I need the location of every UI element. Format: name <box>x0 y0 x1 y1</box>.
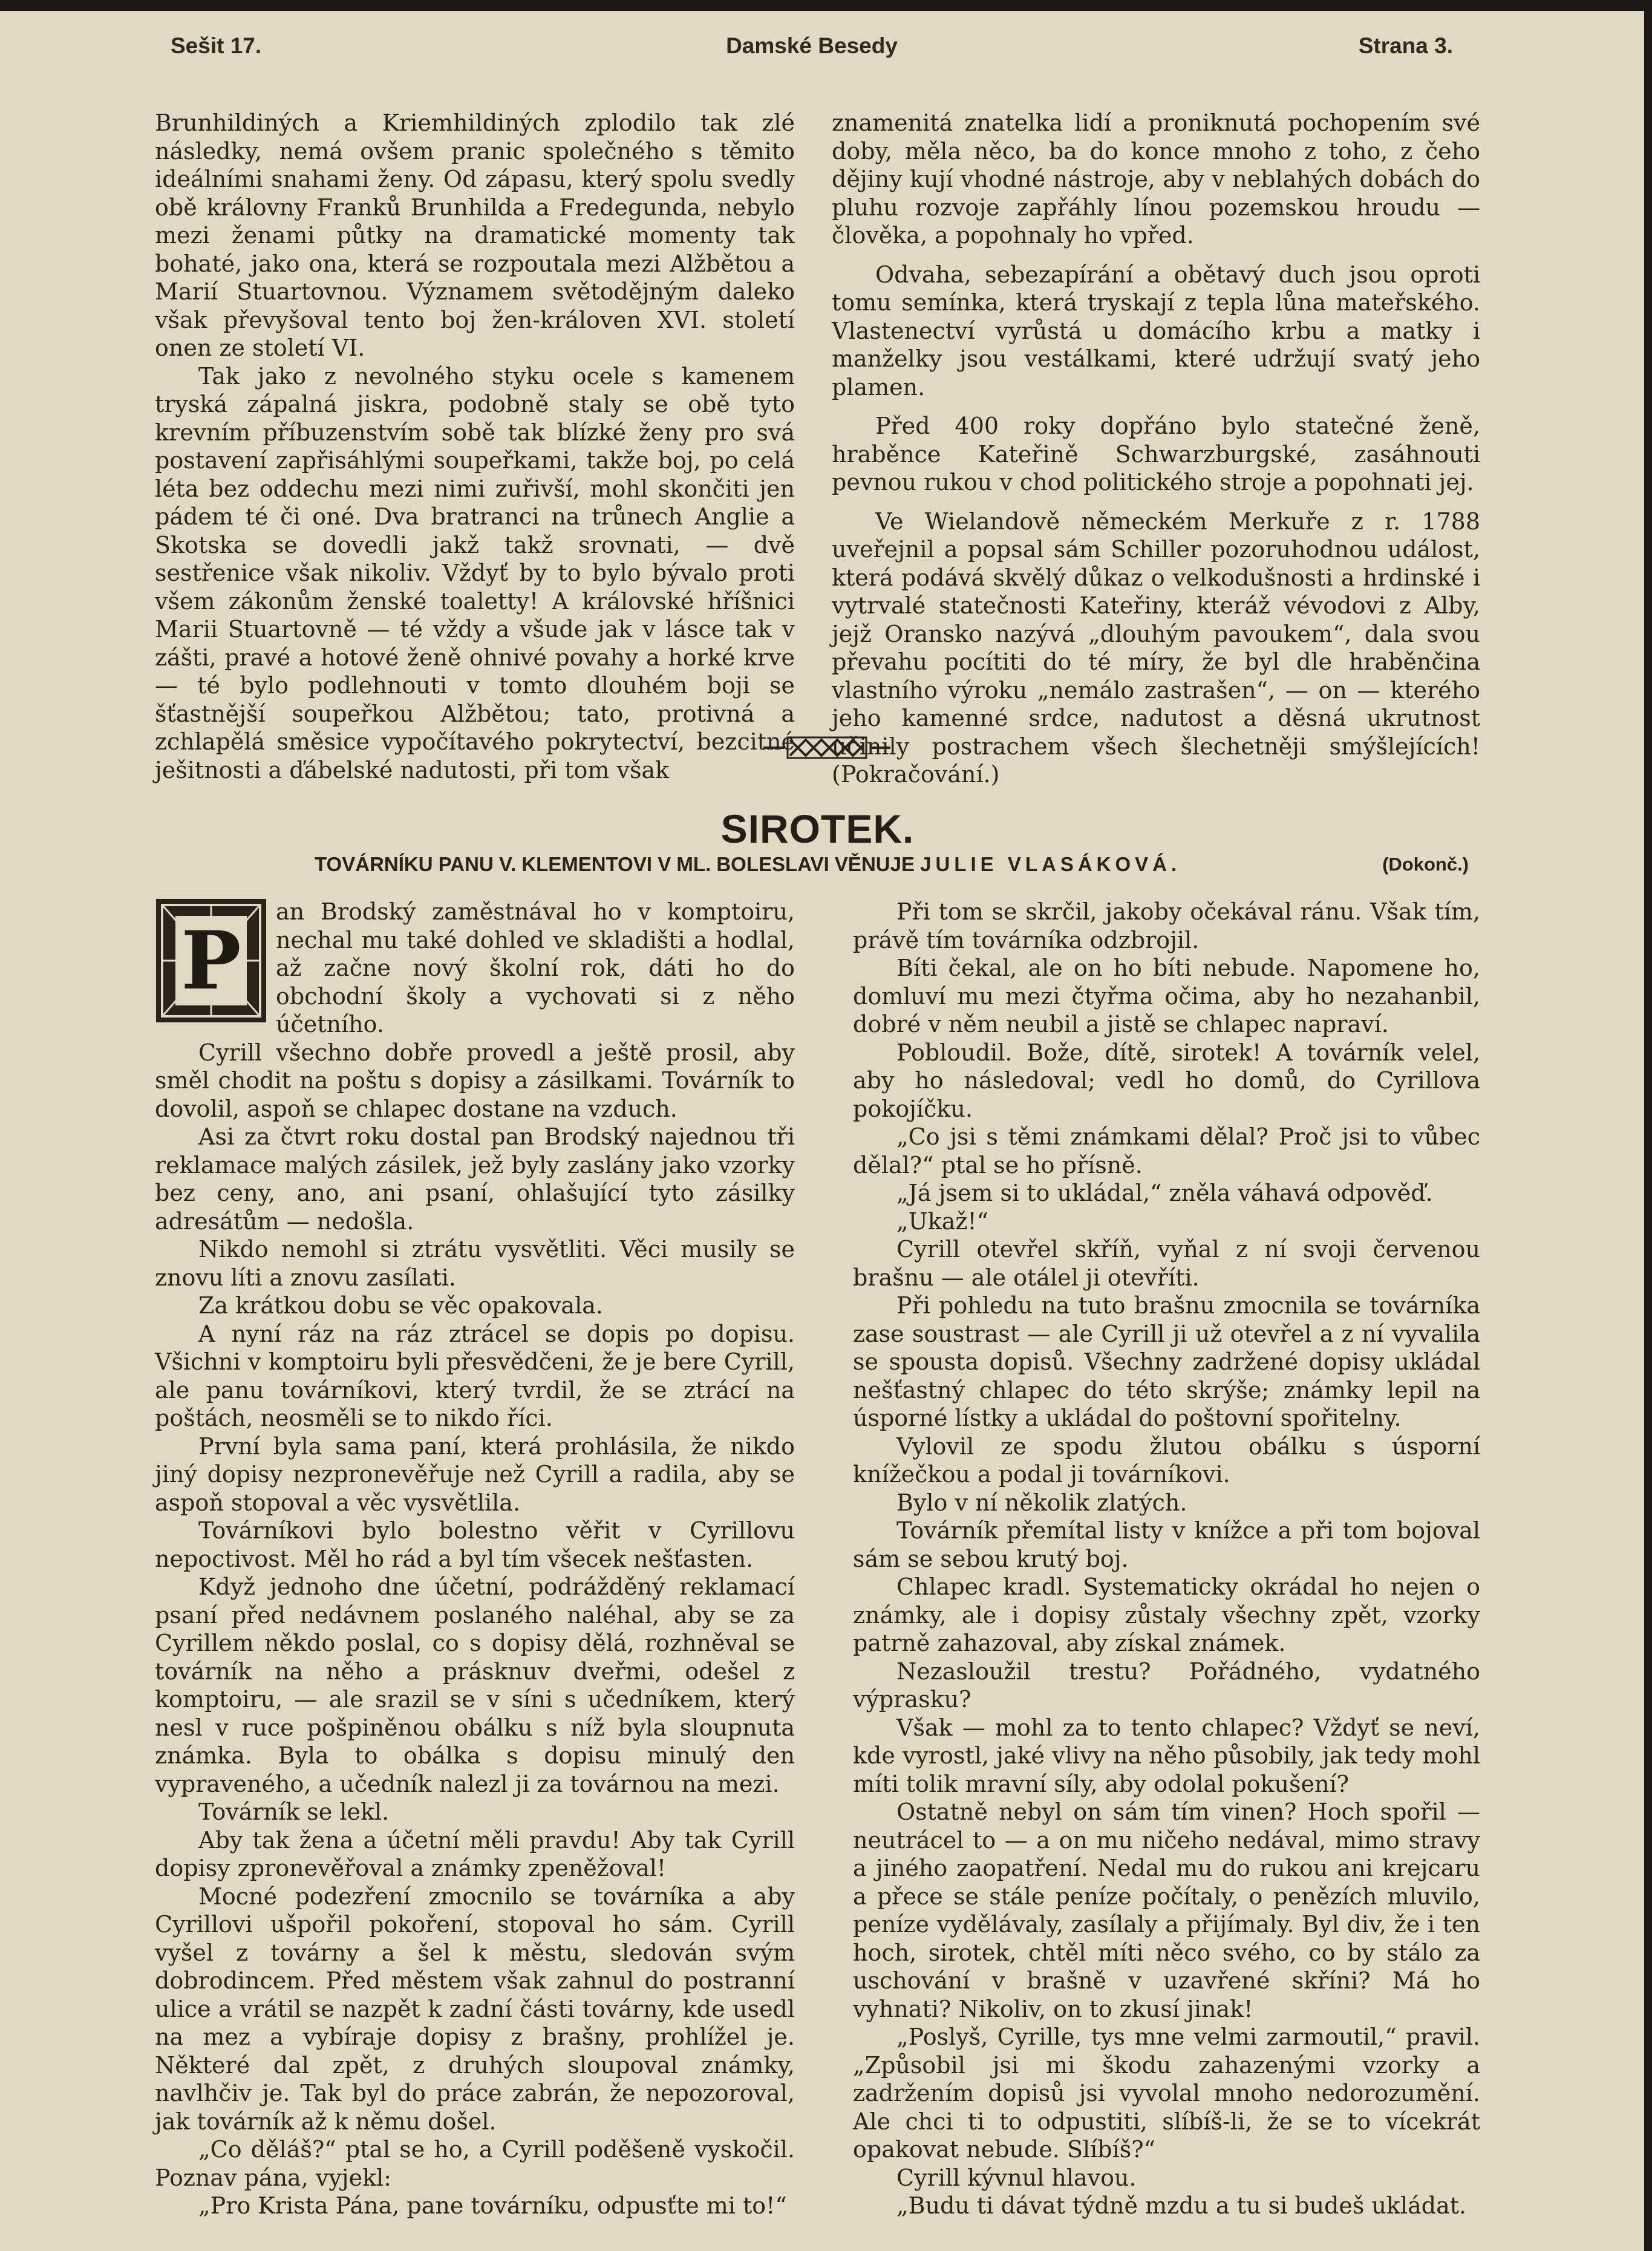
paragraph: Nikdo nemohl si ztrátu vysvětliti. Věci musily se znovu líti a znovu zasílati. <box>155 1236 795 1291</box>
paragraph: Cyrill otevřel skříň, vyňal z ní svoji červenou brašnu — ale otálel ji otevříti. <box>853 1236 1480 1291</box>
paragraph: Továrníkovi bylo bolestno věřit v Cyrillovu nepoctivost. Měl ho rád a byl tím všecek nešťasten. <box>155 1517 795 1572</box>
paragraph: Bylo v ní několik zlatých. <box>896 1489 1187 1516</box>
author-name: JULIE VLASÁKOVÁ. <box>920 853 1181 875</box>
drop-cap-letter: P <box>175 916 247 1005</box>
paragraph: Cyrill kývnul hlavou. <box>896 2164 1137 2191</box>
paragraph: „Poslyš, Cyrille, tys mne velmi zarmoutil,“ pravil. „Způsobil jsi mi škodu zahazenými vzorky a zadržením dopisů jsi vyvolal mnoho nedorozumění. Ale chci ti to odpustiti, slíbíš-li, že se to vícekrát opakovat nebude. Slíbíš?“ <box>853 2024 1480 2163</box>
paragraph: znamenitá znatelka lidí a proniknutá pochopením své doby, měla něco, ba do konce mnoho z toho, z čeho dějiny kují vhodné nástroje, aby v neblahých dobách do pluhu rozvoje zapřáhly línou pozemskou hroudu — člověka, a popohnaly ho vpřed. <box>832 109 1480 249</box>
paragraph: „Co jsi s těmi známkami dělal? Proč jsi to vůbec dělal?“ ptal se ho přísně. <box>853 1123 1480 1178</box>
paragraph: Při pohledu na tuto brašnu zmocnila se továrníka zase soustrast — ale Cyrill ji už otevřel a z ní vyvalila se spousta dopisů. Všechny zadržené dopisy ukládal nešťastný chlapec do této skrýše; známky lepil na úsporné lístky a ukládal do poštovní spořitelny. <box>853 1292 1480 1431</box>
paragraph: Cyrill všechno dobře provedl a ještě prosil, aby směl chodit na poštu s dopisy a zásilkami. Továrník to dovolil, aspoň se chlapec dostane na vzduch. <box>155 1039 795 1122</box>
running-header <box>171 33 1453 70</box>
paragraph: Tak jako z nevolného styku ocele s kamenem tryská zápalná jiskra, podobně staly se obě tyto krevním příbuzenstvím sobě tak blízké ženy pro svá postavení zapřisáhlými soupeřkami, takže boj, po celá léta bez oddechu mezi nimi zuřivší, mohl skončiti jen pádem té či oné. Dva bratranci na trůnech Anglie a Skotska se dovedli jakž takž srovnati, — dvě sestřenice však nikoliv. Vždyť by to bylo bývalo proti všem zákonům ženské toaletty! A královské hříšnici Marii Stuartovně — té vždy a všude jak v lásce tak v zášti, pravé a hotové ženě ohnivé povahy a horké krve — té bylo podlehnouti v tomto dlouhém boji se šťastnější soupeřkou Alžbětou; tato, protivná a zchlapělá směsice vypočítavého pokrytectví, bezcitné ješitnosti a ďábelské nadutosti, při tom však <box>155 362 795 783</box>
paragraph: Aby tak žena a účetní měli pravdu! Aby tak Cyrill dopisy zpronevěřoval a známky zpeněžoval! <box>155 1826 795 1881</box>
paragraph: Nezasloužil trestu? Pořádného, vydatného výprasku? <box>853 1658 1480 1713</box>
story-dedication <box>315 853 1181 876</box>
continuation-note: (Dokonč.) <box>1382 854 1469 875</box>
drop-cap-initial <box>155 898 267 1024</box>
paragraph: Asi za čtvrt roku dostal pan Brodský najednou tři reklamace malých zásilek, jež byly zaslány jako vzorky bez ceny, ano, ani psaní, ohlašující tyto zásilky adresátům — nedošla. <box>155 1123 795 1235</box>
paragraph: „Co děláš?“ ptal se ho, a Cyrill poděšeně vyskočil. Poznav pána, vyjekl: <box>155 2136 795 2191</box>
paragraph: Před 400 roky dopřáno bylo statečné ženě, hraběnce Kateřině Schwarzburgské, zasáhnouti pevnou rukou v chod politického stroje a popohnati jej. <box>832 413 1480 495</box>
paragraph: Mocné podezření zmocnilo se továrníka a aby Cyrillovi ušpořil pokoření, stopoval ho sám. Cyrill vyšel z továrny a šel k městu, sledován svým dobrodincem. Před městem však zahnul do postranní ulice a vrátil se nazpět k zadní části továrny, kde usedl na mez a vybíraje dopisy z brašny, prohlížel je. Některé dal zpět, z druhých sloupoval známky, navlhčiv je. Tak byl do práce zabrán, že nepozoroval, jak továrník až k němu došel. <box>155 1883 795 2135</box>
article-column-left <box>155 109 795 784</box>
paragraph: Továrník přemítal listy v knížce a při tom bojoval sám se sebou krutý boj. <box>853 1517 1480 1572</box>
paragraph: Brunhildiných a Kriemhildiných zplodilo tak zlé následky, nemá ovšem pranic společného s těmito ideálními snahami ženy. Od zápasu, který spolu svedly obě královny Franků Brunhilda a Fredegunda, nebylo mezi ženami půtky na dramatické momenty tak bohaté, jako ona, která se rozpoutala mezi Alžbětou a Marií Stuartovnou. Významem světodějným daleko však převyšoval tento boj žen-královen XVI. století onen ze století VI. <box>155 109 795 361</box>
paragraph: „Já jsem si to ukládal,“ zněla váhavá odpověď. <box>896 1180 1433 1206</box>
paragraph: Když jednoho dne účetní, podrážděný reklamací psaní před nedávnem poslaného naléhal, aby se za Cyrillem někdo poslal, co s dopisy dělá, rozhněval se továrník na něho a prásknuv dveřmi, odešel z komptoiru, — ale srazil se v síni s učedníkem, který nesl v ruce pošpiněnou obálku s níž byla sloupnuta známka. Byla to obálka s dopisu minulý den vypraveného, a učedník nalezl ji za továrnou na mezi. <box>155 1573 795 1797</box>
paragraph: Chlapec kradl. Systematicky okrádal ho nejen o známky, ale i dopisy zůstaly všechny zpět, vzorky patrně zahazoval, aby získal známek. <box>853 1573 1480 1656</box>
paragraph: „Budu ti dávat týdně mzdu a tu si budeš ukládat. <box>896 2192 1467 2219</box>
paragraph: „Pro Krista Pána, pane továrníku, odpusťte mi to!“ <box>198 2192 787 2219</box>
story-title: SIROTEK. <box>720 806 915 851</box>
dedication-text: TOVÁRNÍKU PANU V. KLEMENTOVI V ML. BOLESLAVI VĚNUJE <box>315 853 915 875</box>
paragraph: Bíti čekal, ale on ho bíti nebude. Napomene ho, domluví mu mezi čtyřma očima, aby ho nezahanbil, dobré v něm neubil a jistě se chlapec napraví. <box>853 955 1480 1037</box>
issue-number: Sešit 17. <box>171 33 262 58</box>
paragraph: Však — mohl za to tento chlapec? Vždyť se neví, kde vyrostl, jaké vlivy na něho působily, jak tedy mohl míti tolik mravní síly, aby odolal pokušení? <box>853 1714 1480 1797</box>
page-number: Strana 3. <box>1358 33 1453 58</box>
magazine-title: Damské Besedy <box>726 33 898 58</box>
paragraph: Pobloudil. Bože, dítě, sirotek! A továrník velel, aby ho následoval; vedl ho domů, do Cyrillova pokojíčku. <box>853 1039 1480 1122</box>
paragraph: Odvaha, sebezapírání a obětavý duch jsou oproti tomu semínka, která tryskají z tepla lůna mateřského. Vlastenectví vyrůstá u domácího krbu a matky i manželky jsou vestálkami, které udržují svatý jeho plamen. <box>832 261 1480 400</box>
paragraph: Vylovil ze spodu žlutou obálku s úsporní knížečkou a podal ji továrníkovi. <box>853 1433 1480 1488</box>
story-column-right <box>853 898 1480 2220</box>
paragraph: Ve Wielandově německém Merkuře z r. 1788 uveřejnil a popsal sám Schiller pozoruhodnou událost, která podává skvělý důkaz o velkodušnosti a hrdinské i vytrvalé statečnosti Kateřiny, kteráž vévodovi z Alby, jejž Oransko nazývá „dlouhým pavoukem“, dala svou převahu pocítiti do té míry, že byl dle hraběnčina vlastního výroku „nemálo zastrašen“, — on — kterého jeho kamenné srdce, nadutost a děsná ukrutnost učinily postrachem všech šlechetněji smýšlejících! (Pokračování.) <box>832 508 1480 788</box>
section-divider-ornament <box>763 734 890 762</box>
paragraph: Při tom se skrčil, jakoby očekával ránu. Však tím, právě tím továrníka odzbrojil. <box>853 898 1480 953</box>
paragraph: „Ukaž!“ <box>896 1207 989 1235</box>
paragraph: A nyní ráz na ráz ztrácel se dopis po dopisu. Všichni v komptoiru byli přesvědčeni, že je bere Cyrill, ale panu továrníkovi, který tvrdil, že se ztrácí na poštách, neosměli se to nikdo říci. <box>155 1320 795 1431</box>
paragraph: Za krátkou dobu se věc opakovala. <box>198 1292 603 1319</box>
article-column-right <box>832 109 1480 789</box>
paragraph: Ostatně nebyl on sám tím vinen? Hoch spořil — neutrácel to — a on mu ničeho nedával, mimo stravy a jiného zaopatření. Nedal mu do rukou ani krejcaru a přece se stále peníze počítaly, o penězích mluvilo, peníze vydělávaly, zasílaly a přijímaly. Byl div, že i ten hoch, sirotek, chtěl míti něco svého, co by stálo za uschování v brašně v uzavřené skříni? Má ho vyhnati? Nikoliv, on to zkusí jinak! <box>853 1799 1480 2022</box>
paragraph: an Brodský zaměstnával ho v komptoiru, nechal mu také dohled ve skladišti a hodlal, až začne nový školní rok, dáti ho do obchodní školy a vychovati si z něho účetního. <box>276 898 795 1037</box>
paragraph: První byla sama paní, která prohlásila, že nikdo jiný dopisy nezpronevěřuje než Cyrill a radila, aby se aspoň stopoval a věc vysvětlila. <box>155 1433 795 1516</box>
paragraph: Továrník se lekl. <box>198 1799 390 1825</box>
story-column-left <box>155 898 795 2220</box>
